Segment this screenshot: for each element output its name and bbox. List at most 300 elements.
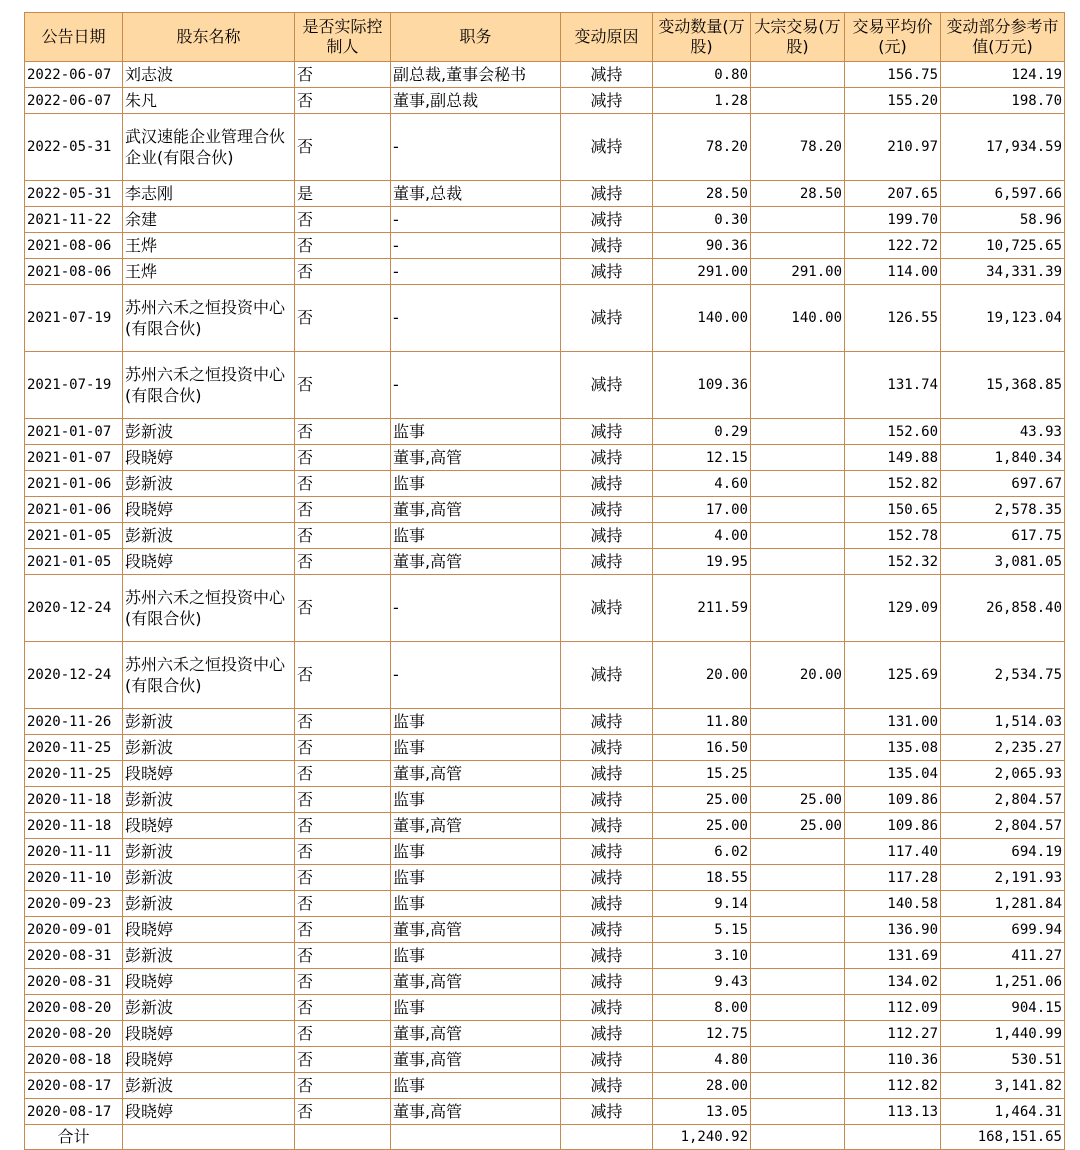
cell-quantity: 8.00	[653, 995, 751, 1021]
cell-reason: 减持	[561, 207, 653, 233]
cell-quantity: 25.00	[653, 787, 751, 813]
total-quantity: 1,240.92	[653, 1125, 751, 1150]
cell-market-value: 1,464.31	[941, 1099, 1065, 1125]
cell-reason: 减持	[561, 62, 653, 88]
cell-reason: 减持	[561, 917, 653, 943]
cell-market-value: 2,534.75	[941, 642, 1065, 709]
cell-holder-name: 彭新波	[123, 419, 295, 445]
cell-controller: 否	[295, 1047, 391, 1073]
cell-quantity: 20.00	[653, 642, 751, 709]
cell-quantity: 4.80	[653, 1047, 751, 1073]
cell-block-trade: 28.50	[751, 181, 845, 207]
header-holder-name: 股东名称	[123, 13, 295, 62]
cell-holder-name: 彭新波	[123, 523, 295, 549]
table-row	[25, 761, 1065, 787]
cell-holder-name: 段晓婷	[123, 445, 295, 471]
cell-block-trade	[751, 1099, 845, 1125]
cell-reason: 减持	[561, 709, 653, 735]
cell-reason: 减持	[561, 181, 653, 207]
cell-quantity: 1.28	[653, 88, 751, 114]
header-block-trade: 大宗交易(万股)	[751, 13, 845, 62]
cell-position: 董事,高管	[391, 1099, 561, 1125]
cell-quantity: 4.00	[653, 523, 751, 549]
table-row	[25, 891, 1065, 917]
cell-holder-name: 彭新波	[123, 709, 295, 735]
cell-date: 2021-01-07	[25, 445, 123, 471]
table-row	[25, 259, 1065, 285]
cell-block-trade: 20.00	[751, 642, 845, 709]
total-empty-cell	[123, 1125, 295, 1150]
total-label: 合计	[25, 1125, 123, 1150]
cell-date: 2020-08-31	[25, 943, 123, 969]
cell-quantity: 211.59	[653, 575, 751, 642]
cell-market-value: 3,141.82	[941, 1073, 1065, 1099]
cell-market-value: 17,934.59	[941, 114, 1065, 181]
cell-quantity: 0.30	[653, 207, 751, 233]
table-row	[25, 787, 1065, 813]
cell-reason: 减持	[561, 761, 653, 787]
cell-holder-name: 苏州六禾之恒投资中心(有限合伙)	[123, 642, 295, 709]
cell-holder-name: 王烨	[123, 259, 295, 285]
cell-position: -	[391, 233, 561, 259]
cell-avg-price: 152.60	[845, 419, 941, 445]
cell-market-value: 1,514.03	[941, 709, 1065, 735]
cell-position: 监事	[391, 709, 561, 735]
table-row	[25, 285, 1065, 352]
cell-quantity: 15.25	[653, 761, 751, 787]
cell-quantity: 0.80	[653, 62, 751, 88]
cell-market-value: 1,840.34	[941, 445, 1065, 471]
cell-controller: 否	[295, 233, 391, 259]
cell-position: 董事,高管	[391, 445, 561, 471]
cell-quantity: 17.00	[653, 497, 751, 523]
cell-date: 2021-01-05	[25, 549, 123, 575]
cell-holder-name: 彭新波	[123, 839, 295, 865]
cell-quantity: 109.36	[653, 352, 751, 419]
cell-market-value: 2,191.93	[941, 865, 1065, 891]
cell-reason: 减持	[561, 943, 653, 969]
cell-market-value: 411.27	[941, 943, 1065, 969]
cell-controller: 否	[295, 891, 391, 917]
cell-controller: 否	[295, 549, 391, 575]
cell-position: -	[391, 575, 561, 642]
cell-position: -	[391, 207, 561, 233]
cell-reason: 减持	[561, 575, 653, 642]
cell-reason: 减持	[561, 969, 653, 995]
cell-reason: 减持	[561, 839, 653, 865]
cell-date: 2021-08-06	[25, 233, 123, 259]
cell-market-value: 124.19	[941, 62, 1065, 88]
cell-market-value: 34,331.39	[941, 259, 1065, 285]
cell-holder-name: 段晓婷	[123, 917, 295, 943]
cell-reason: 减持	[561, 1047, 653, 1073]
cell-holder-name: 刘志波	[123, 62, 295, 88]
cell-position: 监事	[391, 943, 561, 969]
cell-holder-name: 彭新波	[123, 891, 295, 917]
cell-block-trade	[751, 943, 845, 969]
cell-market-value: 697.67	[941, 471, 1065, 497]
cell-market-value: 19,123.04	[941, 285, 1065, 352]
cell-avg-price: 113.13	[845, 1099, 941, 1125]
header-row	[25, 13, 1065, 62]
cell-market-value: 1,281.84	[941, 891, 1065, 917]
cell-reason: 减持	[561, 1073, 653, 1099]
table-row	[25, 1073, 1065, 1099]
cell-position: 监事	[391, 995, 561, 1021]
cell-controller: 否	[295, 471, 391, 497]
header-position: 职务	[391, 13, 561, 62]
cell-controller: 否	[295, 352, 391, 419]
cell-avg-price: 109.86	[845, 813, 941, 839]
cell-avg-price: 125.69	[845, 642, 941, 709]
cell-reason: 减持	[561, 114, 653, 181]
cell-holder-name: 彭新波	[123, 1073, 295, 1099]
cell-controller: 否	[295, 88, 391, 114]
cell-date: 2021-01-06	[25, 497, 123, 523]
cell-quantity: 0.29	[653, 419, 751, 445]
cell-date: 2020-12-24	[25, 575, 123, 642]
table-row	[25, 813, 1065, 839]
cell-controller: 否	[295, 969, 391, 995]
header-market-value: 变动部分参考市值(万元)	[941, 13, 1065, 62]
cell-holder-name: 武汉速能企业管理合伙企业(有限合伙)	[123, 114, 295, 181]
cell-block-trade	[751, 1073, 845, 1099]
cell-avg-price: 156.75	[845, 62, 941, 88]
cell-avg-price: 109.86	[845, 787, 941, 813]
cell-quantity: 13.05	[653, 1099, 751, 1125]
table-row	[25, 419, 1065, 445]
cell-date: 2022-06-07	[25, 62, 123, 88]
cell-position: -	[391, 642, 561, 709]
table-row	[25, 1021, 1065, 1047]
cell-reason: 减持	[561, 865, 653, 891]
cell-quantity: 291.00	[653, 259, 751, 285]
cell-position: 监事	[391, 787, 561, 813]
table-row	[25, 575, 1065, 642]
cell-date: 2022-05-31	[25, 114, 123, 181]
cell-block-trade	[751, 761, 845, 787]
cell-avg-price: 210.97	[845, 114, 941, 181]
cell-controller: 否	[295, 575, 391, 642]
cell-date: 2022-06-07	[25, 88, 123, 114]
cell-holder-name: 段晓婷	[123, 1099, 295, 1125]
cell-quantity: 140.00	[653, 285, 751, 352]
cell-market-value: 1,440.99	[941, 1021, 1065, 1047]
cell-block-trade	[751, 1021, 845, 1047]
cell-date: 2021-01-07	[25, 419, 123, 445]
cell-date: 2020-08-17	[25, 1073, 123, 1099]
total-row	[25, 1125, 1065, 1150]
cell-date: 2020-12-24	[25, 642, 123, 709]
cell-date: 2021-01-05	[25, 523, 123, 549]
cell-holder-name: 李志刚	[123, 181, 295, 207]
cell-controller: 否	[295, 114, 391, 181]
cell-quantity: 9.14	[653, 891, 751, 917]
cell-block-trade	[751, 865, 845, 891]
cell-holder-name: 段晓婷	[123, 813, 295, 839]
cell-controller: 否	[295, 207, 391, 233]
cell-position: 董事,总裁	[391, 181, 561, 207]
cell-controller: 否	[295, 419, 391, 445]
cell-date: 2020-09-01	[25, 917, 123, 943]
table-row	[25, 523, 1065, 549]
table-row	[25, 181, 1065, 207]
header-reason: 变动原因	[561, 13, 653, 62]
cell-avg-price: 155.20	[845, 88, 941, 114]
cell-holder-name: 彭新波	[123, 865, 295, 891]
cell-quantity: 28.00	[653, 1073, 751, 1099]
cell-block-trade	[751, 445, 845, 471]
cell-position: 监事	[391, 419, 561, 445]
cell-position: 监事	[391, 1073, 561, 1099]
cell-holder-name: 苏州六禾之恒投资中心(有限合伙)	[123, 352, 295, 419]
cell-block-trade	[751, 352, 845, 419]
cell-quantity: 90.36	[653, 233, 751, 259]
cell-market-value: 26,858.40	[941, 575, 1065, 642]
cell-date: 2020-08-17	[25, 1099, 123, 1125]
cell-position: 监事	[391, 839, 561, 865]
header-controller: 是否实际控制人	[295, 13, 391, 62]
cell-reason: 减持	[561, 735, 653, 761]
cell-reason: 减持	[561, 995, 653, 1021]
table-row	[25, 233, 1065, 259]
cell-avg-price: 199.70	[845, 207, 941, 233]
cell-avg-price: 112.27	[845, 1021, 941, 1047]
cell-controller: 否	[295, 62, 391, 88]
cell-avg-price: 134.02	[845, 969, 941, 995]
cell-date: 2021-07-19	[25, 352, 123, 419]
cell-market-value: 2,235.27	[941, 735, 1065, 761]
cell-position: 董事,高管	[391, 497, 561, 523]
cell-holder-name: 段晓婷	[123, 969, 295, 995]
cell-avg-price: 135.04	[845, 761, 941, 787]
cell-controller: 否	[295, 943, 391, 969]
cell-market-value: 58.96	[941, 207, 1065, 233]
cell-reason: 减持	[561, 352, 653, 419]
cell-position: -	[391, 285, 561, 352]
cell-holder-name: 苏州六禾之恒投资中心(有限合伙)	[123, 285, 295, 352]
cell-quantity: 3.10	[653, 943, 751, 969]
header-quantity: 变动数量(万股)	[653, 13, 751, 62]
cell-holder-name: 彭新波	[123, 787, 295, 813]
cell-market-value: 10,725.65	[941, 233, 1065, 259]
cell-position: 董事,高管	[391, 549, 561, 575]
cell-holder-name: 彭新波	[123, 471, 295, 497]
total-empty-cell	[561, 1125, 653, 1150]
cell-block-trade: 25.00	[751, 787, 845, 813]
cell-reason: 减持	[561, 497, 653, 523]
cell-market-value: 694.19	[941, 839, 1065, 865]
cell-controller: 否	[295, 259, 391, 285]
cell-market-value: 198.70	[941, 88, 1065, 114]
cell-block-trade	[751, 917, 845, 943]
cell-avg-price: 112.09	[845, 995, 941, 1021]
cell-block-trade	[751, 233, 845, 259]
cell-position: 监事	[391, 891, 561, 917]
cell-holder-name: 王烨	[123, 233, 295, 259]
cell-market-value: 2,065.93	[941, 761, 1065, 787]
cell-market-value: 2,804.57	[941, 787, 1065, 813]
cell-market-value: 699.94	[941, 917, 1065, 943]
cell-controller: 否	[295, 445, 391, 471]
total-empty-cell	[391, 1125, 561, 1150]
table-row	[25, 917, 1065, 943]
cell-controller: 否	[295, 642, 391, 709]
table-row	[25, 969, 1065, 995]
cell-controller: 否	[295, 761, 391, 787]
cell-reason: 减持	[561, 285, 653, 352]
table-row	[25, 497, 1065, 523]
table-row	[25, 445, 1065, 471]
header-avg-price: 交易平均价(元)	[845, 13, 941, 62]
cell-position: -	[391, 352, 561, 419]
cell-avg-price: 114.00	[845, 259, 941, 285]
cell-quantity: 5.15	[653, 917, 751, 943]
cell-block-trade	[751, 969, 845, 995]
cell-avg-price: 140.58	[845, 891, 941, 917]
cell-date: 2020-09-23	[25, 891, 123, 917]
table-row	[25, 865, 1065, 891]
cell-quantity: 25.00	[653, 813, 751, 839]
cell-reason: 减持	[561, 813, 653, 839]
cell-avg-price: 152.78	[845, 523, 941, 549]
cell-block-trade	[751, 62, 845, 88]
cell-avg-price: 150.65	[845, 497, 941, 523]
cell-block-trade	[751, 995, 845, 1021]
total-empty-cell	[751, 1125, 845, 1150]
total-empty-cell	[845, 1125, 941, 1150]
cell-holder-name: 朱凡	[123, 88, 295, 114]
cell-avg-price: 207.65	[845, 181, 941, 207]
cell-position: 董事,高管	[391, 761, 561, 787]
cell-block-trade	[751, 891, 845, 917]
cell-controller: 否	[295, 523, 391, 549]
cell-controller: 否	[295, 787, 391, 813]
cell-avg-price: 129.09	[845, 575, 941, 642]
cell-avg-price: 131.00	[845, 709, 941, 735]
cell-market-value: 530.51	[941, 1047, 1065, 1073]
cell-avg-price: 126.55	[845, 285, 941, 352]
cell-block-trade: 291.00	[751, 259, 845, 285]
cell-reason: 减持	[561, 1099, 653, 1125]
cell-holder-name: 彭新波	[123, 995, 295, 1021]
cell-quantity: 6.02	[653, 839, 751, 865]
cell-controller: 否	[295, 995, 391, 1021]
cell-reason: 减持	[561, 523, 653, 549]
cell-avg-price: 136.90	[845, 917, 941, 943]
cell-reason: 减持	[561, 445, 653, 471]
table-row	[25, 839, 1065, 865]
cell-position: 副总裁,董事会秘书	[391, 62, 561, 88]
cell-holder-name: 段晓婷	[123, 761, 295, 787]
header-date: 公告日期	[25, 13, 123, 62]
cell-market-value: 617.75	[941, 523, 1065, 549]
cell-holder-name: 段晓婷	[123, 1047, 295, 1073]
cell-block-trade	[751, 207, 845, 233]
cell-market-value: 2,804.57	[941, 813, 1065, 839]
shareholder-change-table	[24, 12, 1065, 1150]
cell-date: 2020-11-18	[25, 787, 123, 813]
cell-position: 董事,高管	[391, 969, 561, 995]
cell-date: 2020-11-18	[25, 813, 123, 839]
cell-position: 监事	[391, 735, 561, 761]
table-row	[25, 549, 1065, 575]
cell-quantity: 78.20	[653, 114, 751, 181]
cell-market-value: 1,251.06	[941, 969, 1065, 995]
cell-position: 监事	[391, 865, 561, 891]
cell-controller: 否	[295, 1073, 391, 1099]
cell-avg-price: 117.28	[845, 865, 941, 891]
cell-controller: 否	[295, 709, 391, 735]
cell-avg-price: 135.08	[845, 735, 941, 761]
cell-reason: 减持	[561, 642, 653, 709]
cell-controller: 否	[295, 735, 391, 761]
cell-position: 董事,高管	[391, 1047, 561, 1073]
cell-controller: 否	[295, 285, 391, 352]
table-row	[25, 352, 1065, 419]
cell-avg-price: 131.74	[845, 352, 941, 419]
cell-avg-price: 112.82	[845, 1073, 941, 1099]
cell-holder-name: 段晓婷	[123, 1021, 295, 1047]
cell-reason: 减持	[561, 88, 653, 114]
table-wrapper	[24, 12, 1065, 1150]
cell-holder-name: 段晓婷	[123, 497, 295, 523]
total-market-value: 168,151.65	[941, 1125, 1065, 1150]
cell-block-trade: 78.20	[751, 114, 845, 181]
cell-reason: 减持	[561, 1021, 653, 1047]
cell-quantity: 19.95	[653, 549, 751, 575]
cell-position: 董事,高管	[391, 917, 561, 943]
cell-quantity: 18.55	[653, 865, 751, 891]
cell-quantity: 16.50	[653, 735, 751, 761]
table-row	[25, 995, 1065, 1021]
table-row	[25, 642, 1065, 709]
cell-controller: 否	[295, 813, 391, 839]
cell-position: -	[391, 259, 561, 285]
cell-date: 2020-08-20	[25, 1021, 123, 1047]
cell-date: 2020-08-20	[25, 995, 123, 1021]
cell-block-trade	[751, 419, 845, 445]
cell-date: 2021-01-06	[25, 471, 123, 497]
cell-date: 2020-11-10	[25, 865, 123, 891]
cell-avg-price: 152.82	[845, 471, 941, 497]
table-row	[25, 709, 1065, 735]
cell-quantity: 12.15	[653, 445, 751, 471]
cell-holder-name: 彭新波	[123, 943, 295, 969]
cell-block-trade	[751, 88, 845, 114]
table-row	[25, 943, 1065, 969]
cell-market-value: 6,597.66	[941, 181, 1065, 207]
table-row	[25, 88, 1065, 114]
cell-market-value: 43.93	[941, 419, 1065, 445]
cell-controller: 否	[295, 839, 391, 865]
cell-position: 监事	[391, 471, 561, 497]
cell-date: 2022-05-31	[25, 181, 123, 207]
cell-block-trade	[751, 839, 845, 865]
cell-position: 董事,高管	[391, 1021, 561, 1047]
cell-block-trade: 140.00	[751, 285, 845, 352]
cell-block-trade	[751, 549, 845, 575]
cell-block-trade	[751, 523, 845, 549]
cell-date: 2021-07-19	[25, 285, 123, 352]
cell-block-trade	[751, 471, 845, 497]
cell-reason: 减持	[561, 891, 653, 917]
table-row	[25, 735, 1065, 761]
cell-block-trade: 25.00	[751, 813, 845, 839]
cell-quantity: 12.75	[653, 1021, 751, 1047]
cell-date: 2020-11-25	[25, 761, 123, 787]
cell-market-value: 904.15	[941, 995, 1065, 1021]
